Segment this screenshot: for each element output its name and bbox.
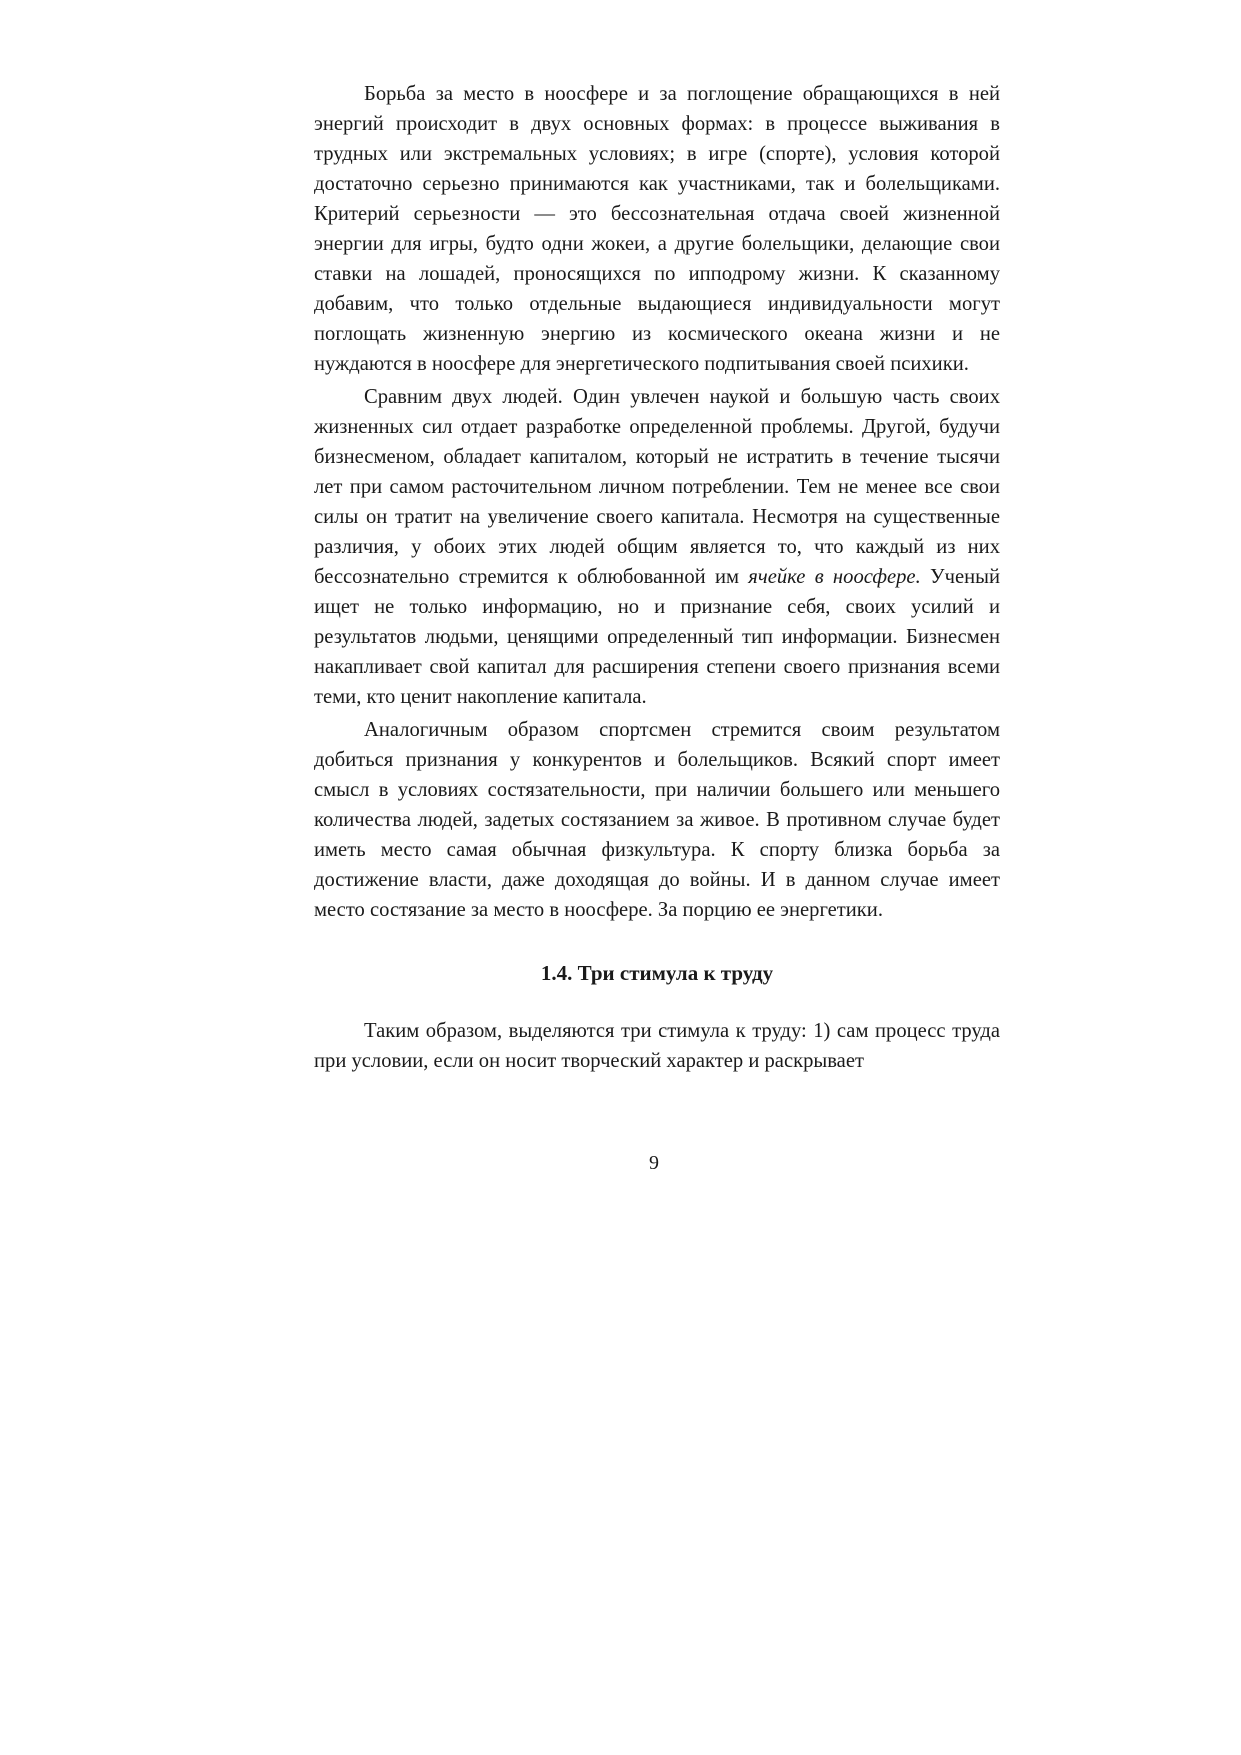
paragraph-three-stimuli: Таким образом, выделяются три стимула к труду: 1) сам процесс труда при условии, если он носит творческий характер и раскрывает: [314, 1020, 1000, 1072]
paragraph-2-italic-phrase: ячейке в ноосфере.: [748, 566, 921, 588]
page-number: 9: [649, 1152, 659, 1174]
paragraph-2-text-a: Сравним двух людей. Один увлечен наукой и большую часть своих жизненных сил отдает разработке определенной проблемы. Другой, будучи бизнесменом, обладает капиталом, который не истратить в течение тысячи лет при самом расточительном личном потреблении. Тем не менее все свои силы он тратит на увеличение своего капитала. Несмотря на существенные различия, у обоих этих людей общим является то, что каждый из них бессознательно стремится к облюбованной им: [314, 386, 1000, 588]
body-text: [314, 79, 1000, 1076]
paragraph-noosphere-struggle: Борьба за место в ноосфере и за поглощение обращающихся в ней энергий происходит в двух основных формах: в процессе выживания в трудных или экстремальных условиях; в игре (спорте), условия которой достаточно серьезно принимаются как участниками, так и болельщиками. Критерий серьезности — это бессознательная отдача своей жизненной энергии для игры, будто одни жокеи, а другие болельщики, делающие свои ставки на лошадей, проносящихся по ипподрому жизни. К сказанному добавим, что только отдельные выдающиеся индивидуальности могут поглощать жизненную энергию из космического океана жизни и не нуждаются в ноосфере для энергетического подпитывания своей психики.: [314, 83, 1000, 375]
section-heading: 1.4. Три стимула к труду: [540, 961, 774, 985]
paragraph-sportsman: Аналогичным образом спортсмен стремится своим результатом добиться признания у конкурентов и болельщиков. Всякий спорт имеет смысл в условиях состязательности, при наличии большего или меньшего количества людей, задетых состязанием за живое. В противном случае будет иметь место самая обычная физкультура. К спорту близка борьба за достижение власти, даже доходящая до войны. И в данном случае имеет место состязание за место в ноосфере. За порцию ее энергетики.: [314, 719, 1000, 921]
paragraph-2-text-b: Ученый ищет не только информацию, но и признание себя, своих усилий и результатов людьми, ценящими определенный тип информации. Бизнесмен накапливает свой капитал для расширения степени своего признания всеми теми, кто ценит накопление капитала.: [314, 566, 1000, 708]
paragraph-compare-two-people: [314, 382, 1000, 712]
